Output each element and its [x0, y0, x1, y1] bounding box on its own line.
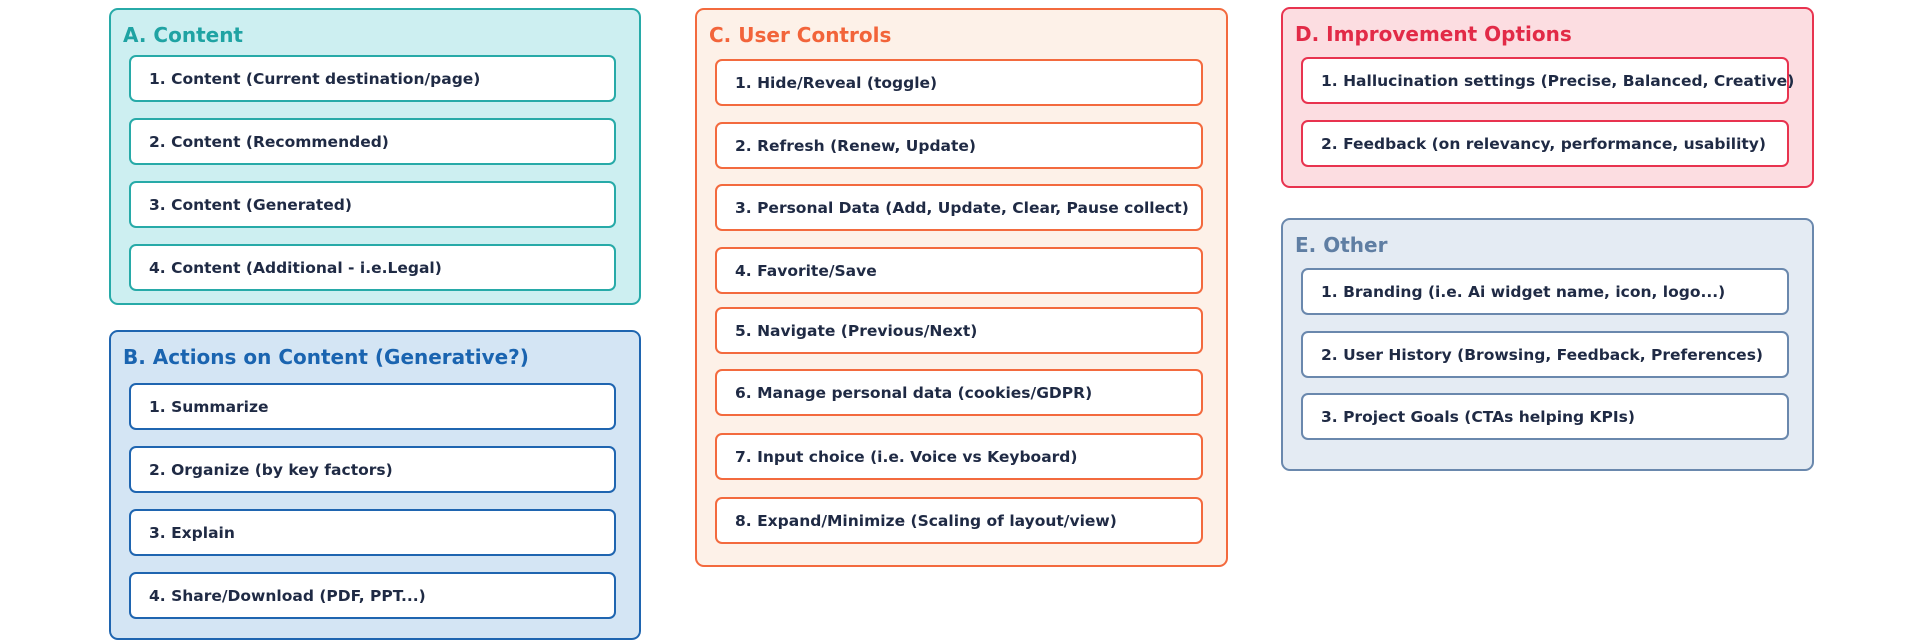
- content-item-recommended: 2. Content (Recommended): [129, 118, 616, 165]
- action-item-summarize: 1. Summarize: [129, 383, 616, 430]
- other-item-project-goals: 3. Project Goals (CTAs helping KPIs): [1301, 393, 1789, 440]
- control-item-personal-data: 3. Personal Data (Add, Update, Clear, Pause collect): [715, 184, 1203, 231]
- content-item-additional: 4. Content (Additional - i.e.Legal): [129, 244, 616, 291]
- group-title: E. Other: [1295, 233, 1388, 257]
- action-item-share-download: 4. Share/Download (PDF, PPT...): [129, 572, 616, 619]
- content-item-generated: 3. Content (Generated): [129, 181, 616, 228]
- control-item-hide-reveal: 1. Hide/Reveal (toggle): [715, 59, 1203, 106]
- group-improvement-options: [1281, 7, 1814, 188]
- control-item-refresh: 2. Refresh (Renew, Update): [715, 122, 1203, 169]
- control-item-manage-personal-data: 6. Manage personal data (cookies/GDPR): [715, 369, 1203, 416]
- other-item-user-history: 2. User History (Browsing, Feedback, Preferences): [1301, 331, 1789, 378]
- group-title: A. Content: [123, 23, 243, 47]
- group-title: D. Improvement Options: [1295, 22, 1572, 46]
- improvement-item-feedback: 2. Feedback (on relevancy, performance, usability): [1301, 120, 1789, 167]
- improvement-item-hallucination: 1. Hallucination settings (Precise, Balanced, Creative): [1301, 57, 1789, 104]
- control-item-expand-minimize: 8. Expand/Minimize (Scaling of layout/view): [715, 497, 1203, 544]
- control-item-favorite-save: 4. Favorite/Save: [715, 247, 1203, 294]
- action-item-explain: 3. Explain: [129, 509, 616, 556]
- control-item-input-choice: 7. Input choice (i.e. Voice vs Keyboard): [715, 433, 1203, 480]
- action-item-organize: 2. Organize (by key factors): [129, 446, 616, 493]
- group-title: C. User Controls: [709, 23, 892, 47]
- control-item-navigate: 5. Navigate (Previous/Next): [715, 307, 1203, 354]
- group-actions-on-content: [109, 330, 641, 640]
- group-user-controls: [695, 8, 1228, 567]
- other-item-branding: 1. Branding (i.e. Ai widget name, icon, logo...): [1301, 268, 1789, 315]
- content-item-current: 1. Content (Current destination/page): [129, 55, 616, 102]
- group-title: B. Actions on Content (Generative?): [123, 345, 529, 369]
- group-content: [109, 8, 641, 305]
- group-other: [1281, 218, 1814, 471]
